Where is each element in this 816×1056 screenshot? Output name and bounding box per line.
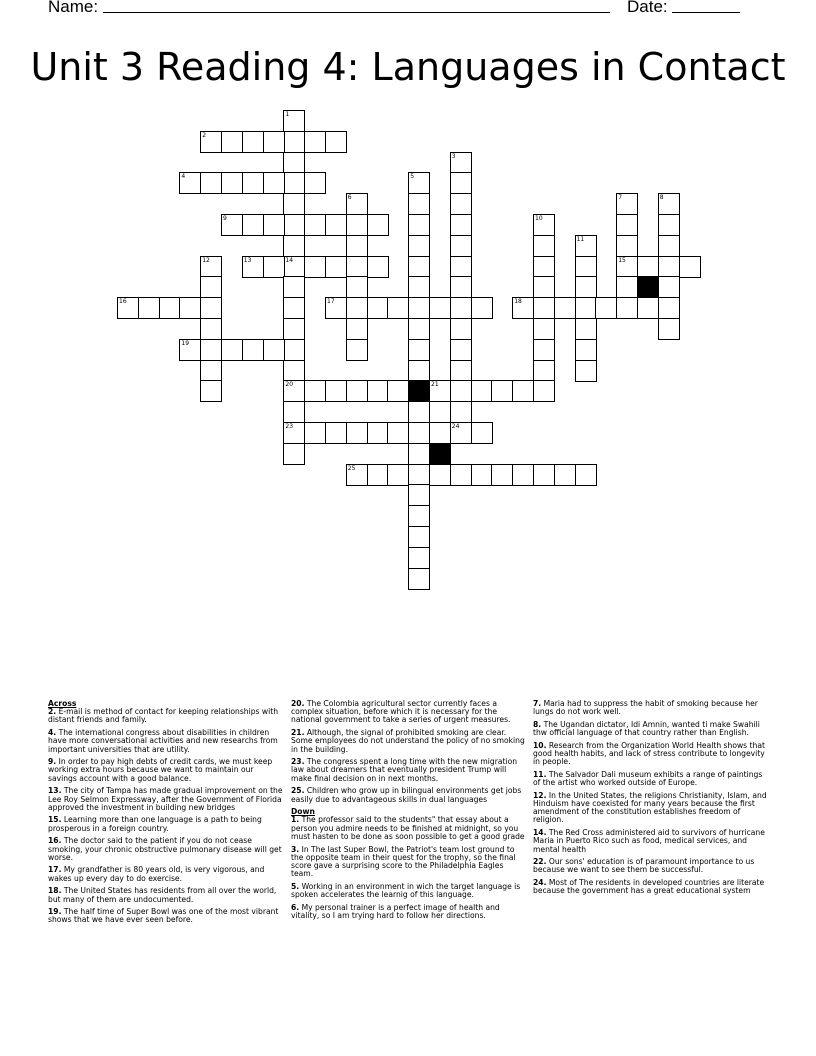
grid-cell[interactable] (408, 568, 430, 590)
clue-number: 7 (618, 194, 623, 202)
page-title: Unit 3 Reading 4: Languages in Contact (30, 45, 786, 89)
clue-text: The United States has residents from all over the world, but many of them are undocumented. (48, 886, 277, 904)
clue-number: 14 (285, 256, 294, 264)
grid-cell[interactable] (325, 131, 347, 153)
clue-number: 1 (285, 111, 290, 118)
grid-cell[interactable] (346, 380, 368, 402)
clue-number: 11 (576, 235, 585, 243)
grid-cell[interactable] (367, 214, 389, 236)
clue-text: The international congress about disabilities in children have more conversational activities and new researchs from important universities that are utility. (48, 728, 278, 754)
grid-cell[interactable] (200, 131, 222, 153)
grid-cell[interactable] (221, 172, 243, 194)
clue-text: E-mail is method of contact for keeping relationships with distant friends and family. (48, 707, 279, 725)
grid-cell[interactable] (575, 360, 597, 382)
date-label: Date: (627, 0, 668, 16)
clue-number: 15. (48, 815, 62, 825)
grid-cell[interactable] (283, 214, 305, 236)
clue-number: 3 (451, 152, 456, 160)
grid-cell[interactable] (450, 276, 472, 298)
grid-cell[interactable] (450, 401, 472, 423)
clue-item (48, 908, 284, 924)
grid-cell[interactable] (491, 464, 513, 486)
grid-cell[interactable] (242, 172, 264, 194)
clue-text: In the United States, the religions Christianity, Islam, and Hinduism have coexisted for many years because the first amendment of the constitution establishes freedom of religion. (533, 790, 767, 825)
clue-number: 25. (291, 786, 305, 796)
grid-cell[interactable] (491, 380, 513, 402)
clue-number: 15 (618, 256, 626, 264)
grid-cell[interactable] (408, 276, 430, 298)
grid-cell[interactable] (221, 214, 243, 236)
grid-cell[interactable] (658, 318, 680, 340)
clue-item (291, 758, 527, 783)
clue-text: The city of Tampa has made gradual improvement on the Lee Roy Selmon Expressway, after the Government of Florida approved the investment in building new bridges (48, 786, 283, 812)
grid-cell[interactable] (658, 193, 680, 215)
grid-cell[interactable] (450, 339, 472, 361)
grid-cell[interactable] (346, 422, 368, 444)
clue-number: 1. (291, 815, 300, 825)
grid-cell[interactable] (242, 256, 264, 278)
clue-number: 22. (533, 857, 547, 867)
grid-cell[interactable] (304, 422, 326, 444)
clue-item (533, 742, 769, 767)
grid-cell[interactable] (429, 422, 451, 444)
grid-cell[interactable] (408, 464, 430, 486)
grid-cell[interactable] (658, 297, 680, 319)
grid-cell[interactable] (346, 214, 368, 236)
clue-number: 10 (535, 215, 543, 222)
grid-cell[interactable] (575, 464, 597, 486)
grid-cell[interactable] (471, 380, 493, 402)
grid-cell[interactable] (346, 318, 368, 340)
clues-column-3 (533, 700, 769, 900)
clue-number: 5 (410, 173, 415, 181)
grid-cell[interactable] (200, 339, 222, 361)
clue-text: The Salvador Dali museum exhibits a range of paintings of the artist who worked outside of Europe. (533, 769, 763, 788)
across-heading: Across (48, 699, 77, 708)
down-heading: Down (291, 807, 315, 817)
clue-number: 24 (451, 423, 460, 430)
grid-cell[interactable] (408, 214, 430, 236)
clue-text: Research from the Organization World Health shows that good health habits, and lack of stress contribute to longevity in people. (533, 740, 765, 767)
clue-text: Learning more than one language is a path to being prosperous in a foreign country. (48, 815, 262, 833)
grid-cell[interactable] (471, 422, 493, 444)
grid-cell[interactable] (575, 276, 597, 298)
grid-cell[interactable] (450, 172, 472, 194)
clue-item (533, 829, 769, 854)
grid-cell[interactable] (408, 360, 430, 382)
clue-text: The Colombia agricultural sector currently faces a complex situation, before which it is necessary for the national government to take a series of urgent measures. (291, 699, 511, 725)
clue-item (533, 879, 769, 895)
grid-cell[interactable] (450, 193, 472, 215)
grid-cell[interactable] (179, 172, 201, 194)
grid-cell[interactable] (117, 297, 139, 319)
grid-cell[interactable] (471, 464, 493, 486)
grid-cell[interactable] (179, 339, 201, 361)
clue-item (48, 816, 284, 832)
clue-item (533, 792, 769, 825)
grid-cell[interactable] (450, 235, 472, 257)
grid-cell[interactable] (283, 131, 305, 153)
grid-cell[interactable] (283, 297, 305, 319)
clue-item (291, 787, 527, 803)
clue-number: 13. (48, 786, 62, 796)
clue-item (48, 866, 284, 882)
grid-cell[interactable] (263, 131, 285, 153)
clue-item (291, 816, 527, 841)
grid-block (429, 443, 451, 465)
clue-text: Children who grow up in bilingual environments get jobs easily due to advantageous skills in dual languages (291, 786, 522, 804)
grid-cell[interactable] (408, 256, 430, 278)
clue-item (291, 729, 527, 754)
clue-number: 24. (533, 878, 547, 888)
grid-cell[interactable] (408, 547, 430, 569)
grid-cell[interactable] (283, 339, 305, 361)
grid-cell[interactable] (367, 422, 389, 444)
grid-block (637, 276, 659, 298)
grid-cell[interactable] (387, 464, 409, 486)
grid-cell[interactable] (346, 297, 368, 319)
grid-cell[interactable] (283, 443, 305, 465)
grid-cell[interactable] (304, 214, 326, 236)
grid-cell[interactable] (367, 464, 389, 486)
grid-cell[interactable] (533, 276, 555, 298)
grid-cell[interactable] (554, 464, 576, 486)
grid-cell[interactable] (283, 256, 305, 278)
grid-cell[interactable] (533, 297, 555, 319)
grid-cell[interactable] (325, 297, 347, 319)
grid-cell[interactable] (346, 193, 368, 215)
clue-number: 16. (48, 836, 62, 846)
grid-cell[interactable] (408, 505, 430, 527)
grid-cell[interactable] (408, 235, 430, 257)
name-label: Name: (48, 0, 99, 16)
clue-number: 23. (291, 757, 305, 767)
grid-cell[interactable] (450, 297, 472, 319)
clue-number: 3. (291, 844, 300, 854)
grid-cell[interactable] (637, 256, 659, 278)
grid-cell[interactable] (554, 297, 576, 319)
grid-cell[interactable] (533, 464, 555, 486)
clue-number: 4. (48, 728, 57, 738)
clue-number: 18. (48, 886, 62, 896)
grid-cell[interactable] (200, 297, 222, 319)
clue-number: 14. (533, 828, 547, 838)
clue-number: 20. (291, 699, 305, 708)
grid-cell[interactable] (346, 276, 368, 298)
grid-cell[interactable] (450, 422, 472, 444)
grid-cell[interactable] (304, 131, 326, 153)
clue-number: 4 (181, 173, 186, 181)
grid-cell[interactable] (575, 297, 597, 319)
clue-number: 18 (514, 298, 522, 306)
clue-text: The Ugandan dictator, Idi Amnin, wanted ti make Swahili thw official language of that country rather than English. (533, 719, 760, 738)
clue-item (533, 700, 769, 716)
clue-number: 23 (285, 423, 294, 430)
grid-cell[interactable] (616, 235, 638, 257)
grid-cell[interactable] (221, 339, 243, 361)
clue-item (533, 771, 769, 787)
clue-text: My personal trainer is a perfect image of health and vitality, so I am trying hard to follow her directions. (291, 902, 500, 920)
grid-cell[interactable] (283, 110, 305, 132)
grid-cell[interactable] (325, 214, 347, 236)
clue-item (291, 700, 527, 725)
grid-cell[interactable] (242, 339, 264, 361)
clue-text: The professor said to the students" that essay about a person you admire needs to be finished at midnight, so you must hasten to be done as soon possible to get a good grade (291, 815, 525, 841)
grid-cell[interactable] (533, 360, 555, 382)
grid-cell[interactable] (533, 380, 555, 402)
clue-text: Our sons' education is of paramount importance to us because we want to see them be successful. (533, 857, 755, 875)
grid-cell[interactable] (346, 235, 368, 257)
grid-cell[interactable] (387, 297, 409, 319)
grid-cell[interactable] (263, 172, 285, 194)
clue-text: In The last Super Bowl, the Patriot's team lost ground to the opposite team in their quest for the trophy, so the final score gave a surprising score to the Philadelphia Eagles team. (291, 844, 516, 879)
grid-cell[interactable] (283, 380, 305, 402)
clue-number: 2. (48, 707, 57, 717)
grid-cell[interactable] (408, 172, 430, 194)
clue-text: The half time of Super Bowl was one of the most vibrant shows that we have ever seen before. (48, 907, 279, 925)
grid-cell[interactable] (408, 443, 430, 465)
grid-cell[interactable] (408, 526, 430, 548)
clue-number: 2 (202, 131, 207, 139)
grid-cell[interactable] (325, 256, 347, 278)
grid-cell[interactable] (387, 422, 409, 444)
grid-cell[interactable] (200, 172, 222, 194)
clue-item (291, 883, 527, 899)
clue-item (48, 708, 284, 724)
clue-item (48, 729, 284, 754)
grid-cell[interactable] (450, 464, 472, 486)
clue-number: 9 (223, 215, 227, 222)
grid-cell[interactable] (408, 318, 430, 340)
grid-cell[interactable] (200, 380, 222, 402)
clue-item (48, 887, 284, 903)
grid-block (408, 380, 430, 402)
grid-cell[interactable] (575, 318, 597, 340)
grid-cell[interactable] (200, 256, 222, 278)
grid-cell[interactable] (450, 256, 472, 278)
clue-number: 13 (243, 256, 252, 264)
grid-cell[interactable] (408, 422, 430, 444)
grid-cell[interactable] (429, 464, 451, 486)
clue-text: Maria had to suppress the habit of smoking because her lungs do not work well. (533, 699, 758, 717)
grid-cell[interactable] (575, 339, 597, 361)
grid-cell[interactable] (283, 193, 305, 215)
grid-cell[interactable] (512, 464, 534, 486)
clue-number: 8. (533, 719, 542, 729)
clue-number: 12. (533, 790, 547, 800)
grid-cell[interactable] (283, 172, 305, 194)
clue-text: The doctor said to the patient if you do not cease smoking, your chronic obstructive pulmonary disease will get worse. (48, 836, 282, 862)
grid-cell[interactable] (242, 214, 264, 236)
clue-number: 17. (48, 865, 62, 875)
grid-cell[interactable] (325, 422, 347, 444)
clue-item (48, 758, 284, 783)
clue-number: 7. (533, 699, 542, 708)
clue-number: 6 (347, 194, 352, 202)
grid-cell[interactable] (304, 256, 326, 278)
grid-cell[interactable] (138, 297, 160, 319)
clue-number: 11. (533, 769, 547, 779)
clue-number: 5. (291, 881, 300, 891)
grid-cell[interactable] (450, 214, 472, 236)
grid-cell[interactable] (450, 318, 472, 340)
grid-cell[interactable] (512, 380, 534, 402)
grid-cell[interactable] (533, 235, 555, 257)
grid-cell[interactable] (283, 152, 305, 174)
grid-cell[interactable] (242, 131, 264, 153)
clue-number: 19 (181, 339, 190, 347)
grid-cell[interactable] (533, 256, 555, 278)
clue-number: 9. (48, 757, 57, 767)
clue-text: Although, the signal of prohibited smoking are clear. Some employees do not understand the policy of no smoking in the building. (291, 728, 525, 754)
grid-cell[interactable] (408, 339, 430, 361)
grid-cell[interactable] (616, 214, 638, 236)
grid-cell[interactable] (304, 380, 326, 402)
grid-cell[interactable] (471, 297, 493, 319)
grid-cell[interactable] (450, 152, 472, 174)
grid-cell[interactable] (283, 235, 305, 257)
grid-cell[interactable] (263, 256, 285, 278)
grid-cell[interactable] (283, 318, 305, 340)
grid-cell[interactable] (658, 214, 680, 236)
grid-cell[interactable] (263, 214, 285, 236)
grid-cell[interactable] (346, 339, 368, 361)
grid-cell[interactable] (263, 339, 285, 361)
grid-cell[interactable] (325, 380, 347, 402)
clue-item (533, 721, 769, 737)
grid-cell[interactable] (346, 464, 368, 486)
grid-cell[interactable] (367, 380, 389, 402)
grid-cell[interactable] (408, 484, 430, 506)
grid-cell[interactable] (200, 360, 222, 382)
grid-cell[interactable] (616, 256, 638, 278)
grid-cell[interactable] (283, 422, 305, 444)
grid-cell[interactable] (408, 401, 430, 423)
grid-cell[interactable] (387, 380, 409, 402)
grid-cell[interactable] (533, 214, 555, 236)
clue-number: 6. (291, 902, 300, 912)
grid-cell[interactable] (658, 276, 680, 298)
clue-text: My grandfather is 80 years old, is very vigorous, and wakes up every day to do exercise. (48, 865, 265, 883)
grid-cell[interactable] (679, 256, 701, 278)
grid-cell[interactable] (616, 297, 638, 319)
clue-number: 21. (291, 728, 305, 738)
grid-cell[interactable] (346, 256, 368, 278)
clue-item (533, 858, 769, 874)
grid-cell[interactable] (512, 297, 534, 319)
grid-cell[interactable] (616, 276, 638, 298)
grid-cell[interactable] (408, 297, 430, 319)
clue-number: 8 (659, 194, 664, 202)
clue-number: 12 (202, 256, 210, 264)
clues-column-2 (291, 700, 527, 925)
grid-cell[interactable] (221, 131, 243, 153)
grid-cell[interactable] (367, 256, 389, 278)
clue-number: 17 (327, 298, 335, 306)
grid-cell[interactable] (637, 297, 659, 319)
grid-cell[interactable] (179, 297, 201, 319)
grid-cell[interactable] (283, 360, 305, 382)
grid-cell[interactable] (658, 256, 680, 278)
clue-item (48, 837, 284, 862)
clue-number: 25 (347, 464, 356, 472)
grid-cell[interactable] (533, 318, 555, 340)
grid-cell[interactable] (533, 339, 555, 361)
clue-text: The congress spent a long time with the new migration law about dreamers that eventually president Trump will make final decision on in next months. (291, 757, 518, 783)
clues-column-1 (48, 700, 284, 929)
grid-cell[interactable] (283, 401, 305, 423)
grid-cell[interactable] (200, 318, 222, 340)
grid-cell[interactable] (595, 297, 617, 319)
clue-number: 10. (533, 740, 547, 750)
grid-cell[interactable] (658, 235, 680, 257)
clue-item (291, 904, 527, 920)
clue-item (48, 787, 284, 812)
grid-cell[interactable] (575, 235, 597, 257)
grid-cell[interactable] (450, 380, 472, 402)
clue-text: Most of The residents in developed countries are literate because the government has a great educational system (533, 878, 765, 896)
grid-cell[interactable] (575, 256, 597, 278)
grid-cell[interactable] (616, 193, 638, 215)
clue-text: The Red Cross administered aid to survivors of hurricane Maria in Puerto Rico such as food, medical services, and mental health (533, 828, 765, 854)
grid-cell[interactable] (200, 276, 222, 298)
grid-cell[interactable] (450, 360, 472, 382)
grid-cell[interactable] (283, 276, 305, 298)
clue-number: 21 (431, 381, 439, 389)
clue-text: In order to pay high debts of credit cards, we must keep working extra hours because we want to maintain our savings account with a good balance. (48, 757, 273, 783)
clue-number: 16 (119, 298, 127, 306)
clue-number: 19. (48, 907, 62, 917)
clue-item (291, 846, 527, 879)
clue-text: Working in an environment in wich the target language is spoken accelerates the learnig of this language. (291, 881, 521, 900)
grid-cell[interactable] (408, 193, 430, 215)
grid-cell[interactable] (429, 297, 451, 319)
grid-cell[interactable] (429, 380, 451, 402)
grid-cell[interactable] (159, 297, 181, 319)
clue-number: 20 (285, 381, 294, 389)
grid-cell[interactable] (304, 172, 326, 194)
grid-cell[interactable] (367, 297, 389, 319)
